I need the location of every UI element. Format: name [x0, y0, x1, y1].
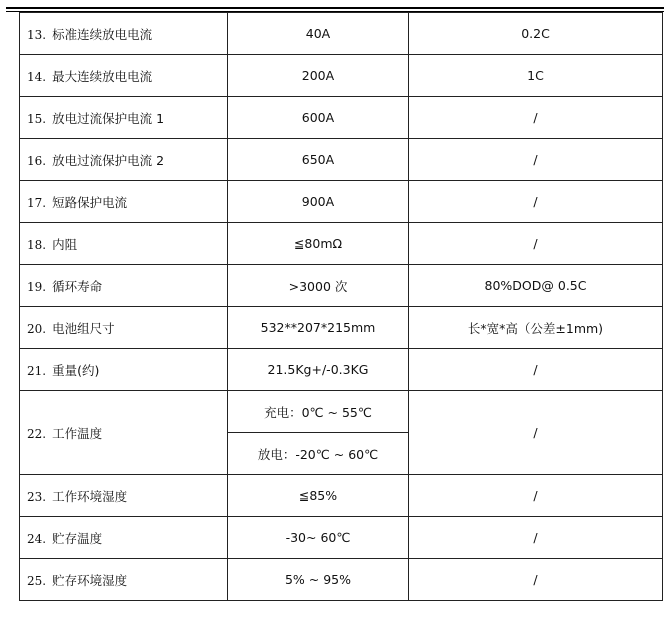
param-name: 标准连续放电电流 — [52, 26, 153, 42]
table-row — [20, 13, 663, 55]
value-cell: 600A — [228, 97, 409, 139]
row-number: 23. — [27, 489, 47, 504]
note-cell: / — [409, 97, 663, 139]
row-number: 16. — [27, 153, 47, 168]
value-cell: 532**207*215mm — [228, 307, 409, 349]
row-number: 18. — [27, 237, 47, 252]
row-number: 24. — [27, 531, 47, 546]
value-cell: 650A — [228, 139, 409, 181]
row-number: 14. — [27, 69, 47, 84]
param-cell — [20, 55, 228, 97]
table-row — [20, 55, 663, 97]
table-row — [20, 139, 663, 181]
note-cell: 80%DOD@ 0.5C — [409, 265, 663, 307]
value-cell: 200A — [228, 55, 409, 97]
value-cell: >3000 次 — [228, 265, 409, 307]
param-cell — [20, 391, 228, 475]
row-number: 15. — [27, 111, 47, 126]
param-cell — [20, 517, 228, 559]
row-number: 22. — [27, 426, 47, 441]
note-cell: / — [409, 349, 663, 391]
param-name: 放电过流保护电流 1 — [52, 110, 165, 126]
param-name: 电池组尺寸 — [52, 320, 115, 336]
value-cell-discharge: 放电：-20℃ ~ 60℃ — [228, 433, 409, 475]
table-row — [20, 559, 663, 601]
param-name: 贮存环境湿度 — [52, 572, 128, 588]
spec-table — [19, 12, 663, 601]
param-cell — [20, 349, 228, 391]
note-cell: / — [409, 139, 663, 181]
table-row — [20, 97, 663, 139]
note-cell: 1C — [409, 55, 663, 97]
param-cell — [20, 97, 228, 139]
value-cell: -30~ 60℃ — [228, 517, 409, 559]
param-cell — [20, 181, 228, 223]
table-row — [20, 517, 663, 559]
table-row — [20, 349, 663, 391]
note-cell: 长*宽*高（公差±1mm) — [409, 307, 663, 349]
param-name: 循环寿命 — [52, 278, 103, 294]
value-cell-charge: 充电：0℃ ~ 55℃ — [228, 391, 409, 433]
note-cell: / — [409, 559, 663, 601]
note-cell: / — [409, 223, 663, 265]
param-cell — [20, 307, 228, 349]
param-name: 重量(约) — [52, 362, 100, 378]
row-number: 20. — [27, 321, 47, 336]
row-number: 17. — [27, 195, 47, 210]
value-cell: 900A — [228, 181, 409, 223]
table-row — [20, 475, 663, 517]
table-row — [20, 391, 663, 433]
note-cell: / — [409, 475, 663, 517]
param-cell — [20, 475, 228, 517]
table-row — [20, 181, 663, 223]
row-number: 13. — [27, 27, 47, 42]
param-name: 放电过流保护电流 2 — [52, 152, 165, 168]
header-rule-thick — [6, 7, 664, 9]
table-row — [20, 307, 663, 349]
row-number: 21. — [27, 363, 47, 378]
param-cell — [20, 13, 228, 55]
row-number: 25. — [27, 573, 47, 588]
table-row — [20, 223, 663, 265]
param-name: 短路保护电流 — [52, 194, 128, 210]
value-cell: 5% ~ 95% — [228, 559, 409, 601]
note-cell: / — [409, 181, 663, 223]
note-cell: / — [409, 391, 663, 475]
value-cell: ≦85% — [228, 475, 409, 517]
note-cell: / — [409, 517, 663, 559]
param-name: 贮存温度 — [52, 530, 103, 546]
param-cell — [20, 559, 228, 601]
param-cell — [20, 223, 228, 265]
param-name: 工作环境湿度 — [52, 488, 128, 504]
param-cell — [20, 139, 228, 181]
param-name: 工作温度 — [52, 425, 103, 441]
value-cell: ≦80mΩ — [228, 223, 409, 265]
value-cell: 40A — [228, 13, 409, 55]
note-cell: 0.2C — [409, 13, 663, 55]
value-cell: 21.5Kg+/-0.3KG — [228, 349, 409, 391]
param-cell — [20, 265, 228, 307]
param-name: 内阻 — [52, 236, 78, 252]
param-name: 最大连续放电电流 — [52, 68, 153, 84]
table-row — [20, 265, 663, 307]
row-number: 19. — [27, 279, 47, 294]
